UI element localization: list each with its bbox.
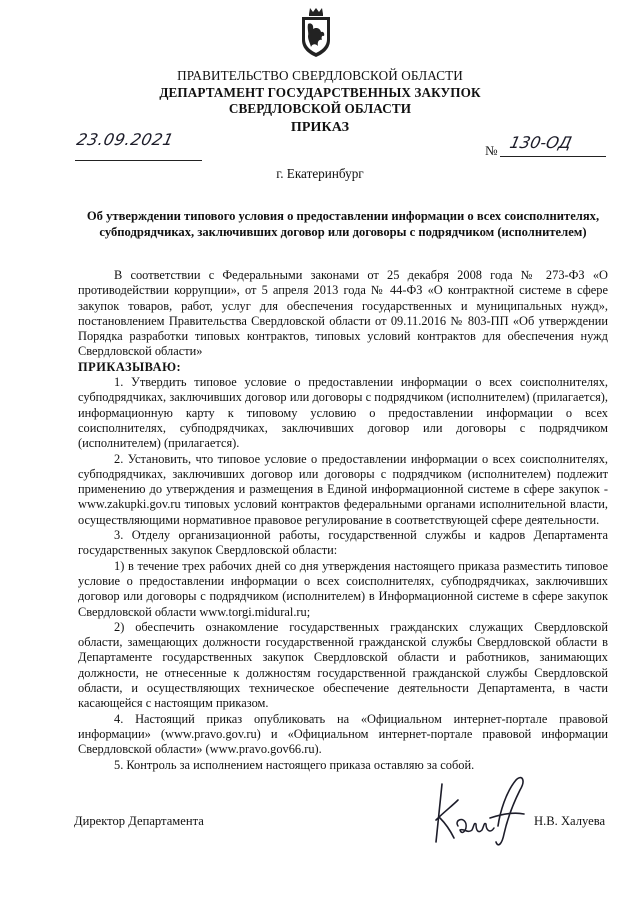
- department-name-line1: ДЕПАРТАМЕНТ ГОСУДАРСТВЕННЫХ ЗАКУПОК: [159, 85, 481, 100]
- order-item: 3. Отделу организационной работы, государственной службы и кадров Департамента государственных закупок Свердловской области:: [78, 528, 608, 558]
- document-title: Об утверждении типового условия о предоставлении информации о всех соисполнителях, субподрядчиках, заключивших договор или договоры с подрядчиком (исполнителем): [86, 209, 600, 239]
- date-handwritten: 23.09.2021: [74, 130, 176, 149]
- signatory-name: Н.В. Халуева: [534, 814, 606, 828]
- signature-mark: [428, 772, 538, 852]
- coat-of-arms-icon: [296, 6, 336, 58]
- order-item: 4. Настоящий приказ опубликовать на «Официальном интернет-портале правовой информации» (www.pravo.gov.ru) и «Официальном интернет-портале правовой информации Свердловской области» (www.pravo.gov66.ru).: [78, 711, 608, 757]
- order-item: 2. Установить, что типовое условие о предоставлении информации о всех соисполнителях, субподрядчиках, заключивших договор или договоры с подрядчиком (исполнителем) подлежит применению до утверждения и размещения в Единой информационной системе в сфере закупок - www.zakupki.gov.ru типовых условий контрактов федеральными органами исполнительной власти, осуществляющими нормативное правовое регулирование в соответствующей сфере деятельности.: [78, 451, 608, 527]
- order-item: 5. Контроль за исполнением настоящего приказа оставляю за собой.: [114, 757, 475, 772]
- government-name: ПРАВИТЕЛЬСТВО СВЕРДЛОВСКОЙ ОБЛАСТИ: [177, 68, 463, 83]
- document-type: ПРИКАЗ: [290, 120, 350, 135]
- signatory-position: Директор Департамента: [74, 814, 204, 828]
- number-field: [500, 156, 606, 157]
- order-word: ПРИКАЗЫВАЮ:: [78, 359, 182, 374]
- department-name-line2: СВЕРДЛОВСКОЙ ОБЛАСТИ: [228, 101, 412, 116]
- order-subitem: 2) обеспечить ознакомление государственных гражданских служащих Свердловской области, замещающих должности государственной гражданской службы Свердловской области в Департаменте государственных закупок Свердловской области и работников, занимающих должности, не отнесенные к должностям государственной гражданской службы Свердловской области, и осуществляющих техническое обеспечение деятельности Департамента, в части касающейся с настоящим приказом.: [78, 619, 608, 711]
- order-item: 1. Утвердить типовое условие о предоставлении информации о всех соисполнителях, субподрядчиках, заключивших договор или договоры с подрядчиком (исполнителем) (прилагается), информационную карту к типовому условию о предоставлении информации о всех соисполнителях, субподрядчиках, заключивших договор или договоры с подрядчиком (исполнителем) (прилагается).: [78, 375, 608, 451]
- city: г. Екатеринбург: [276, 166, 364, 181]
- number-label: №: [485, 143, 498, 158]
- preamble: В соответствии с Федеральными законами от 25 декабря 2008 года № 273-ФЗ «О противодействии коррупции», от 5 апреля 2013 года № 44-ФЗ «О контрактной системе в сфере закупок товаров, работ, услуг для обеспечения государственных и муниципальных нужд», постановлением Правительства Свердловской области от 09.11.2016 № 803-ПП «Об утверждении Порядка разработки типовых контрактов, типовых условий контрактов для обеспечения нужд Свердловской области»: [78, 268, 608, 359]
- order-subitem: 1) в течение трех рабочих дней со дня утверждения настоящего приказа разместить типовое условие о предоставлении информации о всех соисполнителях, субподрядчиках, заключивших договор или договоры с подрядчиком (исполнителем) в Информационной системе в сфере закупок Свердловской области www.torgi.midural.ru;: [78, 558, 608, 619]
- document-body: [78, 268, 608, 773]
- number-handwritten: 130-ОД: [507, 133, 574, 152]
